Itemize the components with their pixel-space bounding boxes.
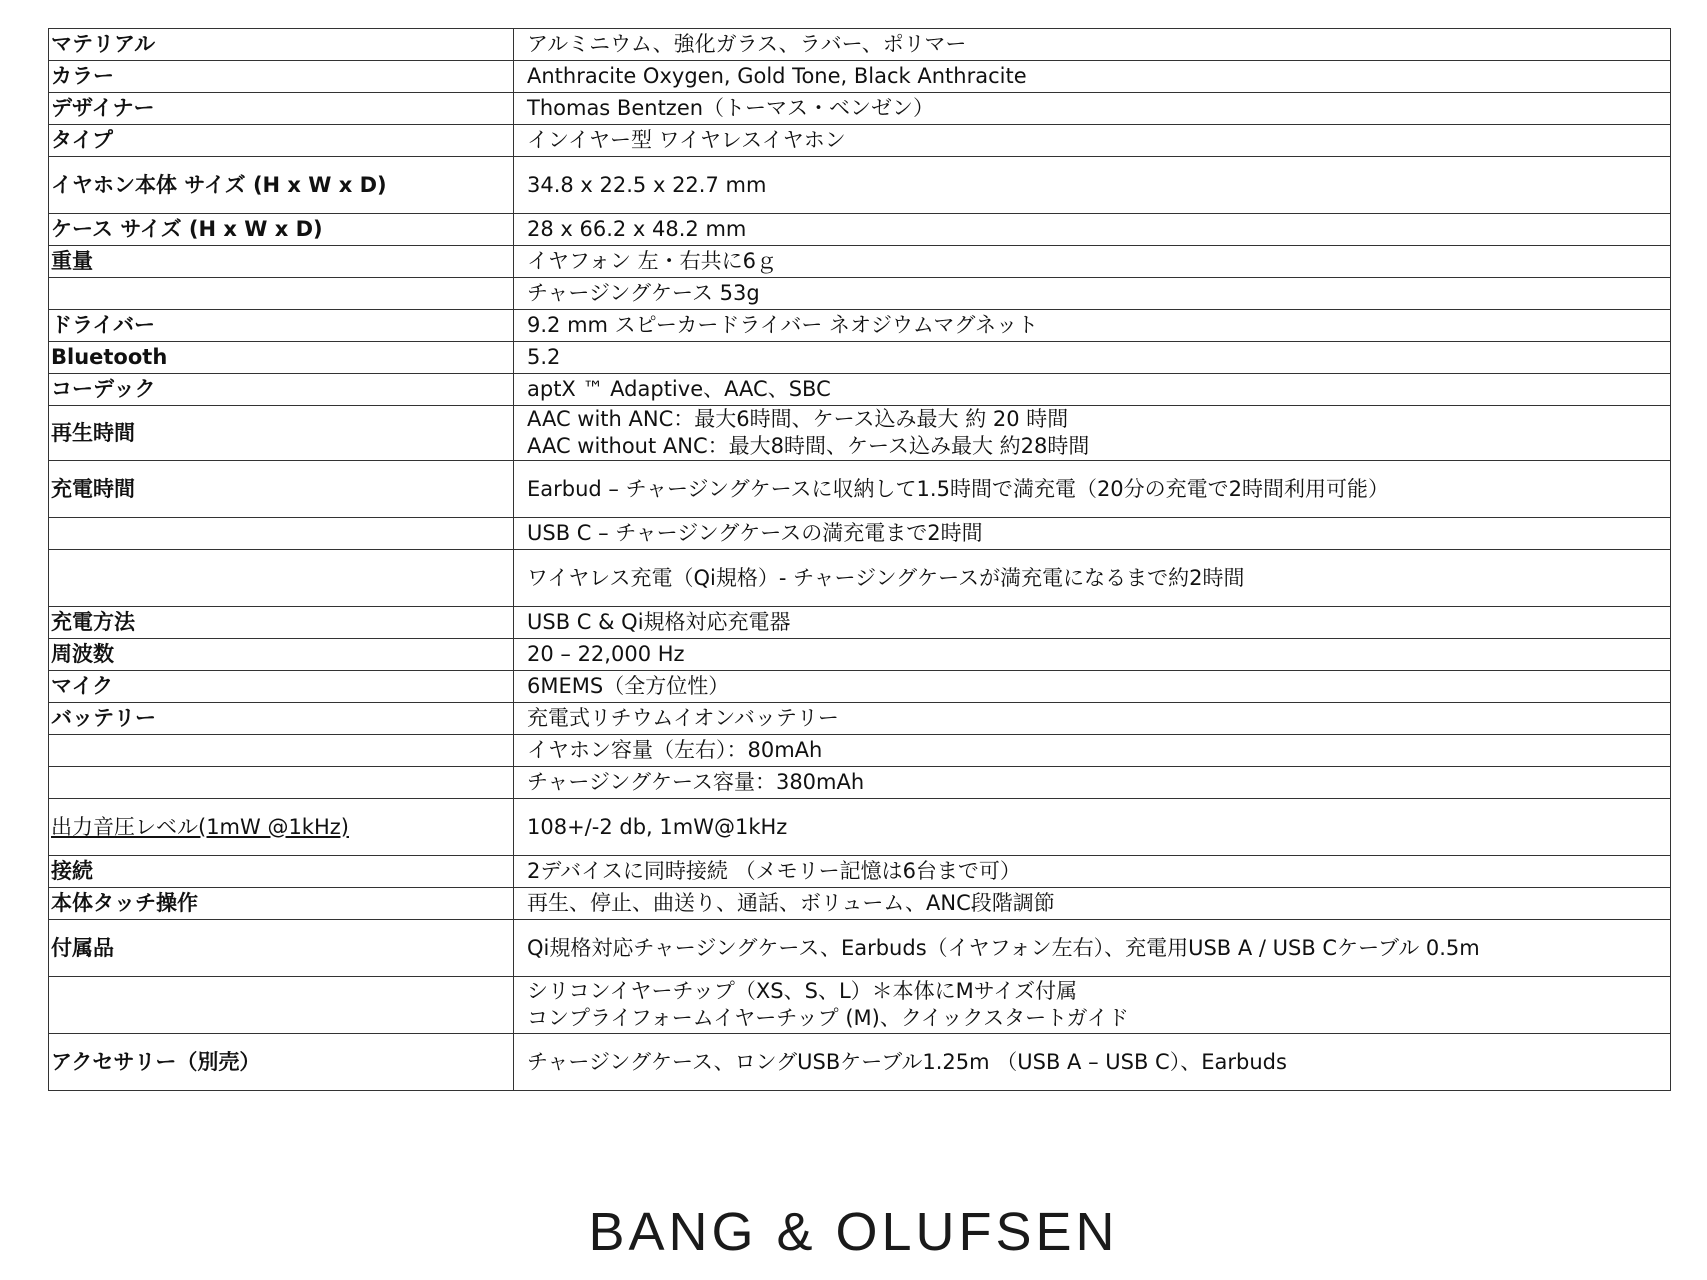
spec-value-line: 28 x 66.2 x 48.2 mm (527, 217, 747, 241)
spec-label: 再生時間 (49, 406, 514, 461)
spec-label: 充電方法 (49, 607, 514, 639)
spec-row (49, 342, 1671, 374)
spec-row (49, 93, 1671, 125)
spec-label: タイプ (49, 125, 514, 157)
spec-value (514, 374, 1671, 406)
spec-value (514, 157, 1671, 214)
spec-label: カラー (49, 61, 514, 93)
spec-value-line: 34.8 x 22.5 x 22.7 mm (527, 172, 767, 197)
spec-value-line: AAC with ANC：最大6時間、ケース込み最大 約 20 時間 (527, 407, 1069, 431)
spec-label (49, 278, 514, 310)
spec-value-line: 20 – 22,000 Hz (527, 642, 685, 666)
spec-value-line: Qi規格対応チャージングケース、Earbuds（イヤフォン左右）、充電用USB A / USB Cケーブル 0.5m (527, 935, 1480, 960)
spec-value-line: チャージングケース 53g (527, 281, 760, 305)
spec-row (49, 374, 1671, 406)
spec-value (514, 29, 1671, 61)
spec-value-line: 再生、停止、曲送り、通話、ボリューム、ANC段階調節 (527, 891, 1055, 915)
spec-label (49, 977, 514, 1034)
spec-value-line: ワイヤレス充電（Qi規格）- チャージングケースが満充電になるまで約2時間 (527, 565, 1245, 590)
spec-value-line: シリコンイヤーチップ（XS、S、L）＊本体にMサイズ付属 (527, 979, 1078, 1003)
spec-label: ケース サイズ (H x W x D) (49, 214, 514, 246)
spec-label: マイク (49, 671, 514, 703)
spec-value-line: アルミニウム、強化ガラス、ラバー、ポリマー (527, 32, 967, 56)
spec-value (514, 671, 1671, 703)
spec-label (49, 735, 514, 767)
spec-row (49, 856, 1671, 888)
spec-value (514, 607, 1671, 639)
spec-value (514, 639, 1671, 671)
spec-label: アクセサリー（別売） (49, 1034, 514, 1091)
spec-value (514, 518, 1671, 550)
spec-row (49, 703, 1671, 735)
spec-value (514, 799, 1671, 856)
spec-value-line: イヤフォン 左・右共に6ｇ (527, 249, 777, 273)
spec-label (49, 550, 514, 607)
spec-row (49, 310, 1671, 342)
spec-value-line: aptX ™ Adaptive、AAC、SBC (527, 377, 831, 401)
spec-label (49, 767, 514, 799)
spec-label: ドライバー (49, 310, 514, 342)
spec-row (49, 461, 1671, 518)
spec-value (514, 93, 1671, 125)
spec-row (49, 157, 1671, 214)
spec-value-line: USB C & Qi規格対応充電器 (527, 610, 791, 634)
spec-row (49, 607, 1671, 639)
spec-label: 充電時間 (49, 461, 514, 518)
spec-value-line: 9.2 mm スピーカードライバー ネオジウムマグネット (527, 313, 1039, 337)
spec-value-line: 2デバイスに同時接続 （メモリー記憶は6台まで可） (527, 859, 1021, 883)
spec-row (49, 125, 1671, 157)
spec-value (514, 461, 1671, 518)
spec-value-line: AAC without ANC：最大8時間、ケース込み最大 約28時間 (527, 434, 1090, 458)
spec-label: バッテリー (49, 703, 514, 735)
spec-row (49, 550, 1671, 607)
spec-label: イヤホン本体 サイズ (H x W x D) (49, 157, 514, 214)
spec-label: Bluetooth (49, 342, 514, 374)
spec-row (49, 406, 1671, 461)
spec-row (49, 278, 1671, 310)
spec-row (49, 214, 1671, 246)
spec-value-line: 6MEMS（全方位性） (527, 674, 730, 698)
spec-row (49, 1034, 1671, 1091)
spec-value (514, 278, 1671, 310)
brand-logo: BANG & OLUFSEN (588, 1202, 1119, 1262)
spec-row (49, 767, 1671, 799)
spec-value (514, 888, 1671, 920)
spec-label: マテリアル (49, 29, 514, 61)
spec-value (514, 977, 1671, 1034)
spec-label: デザイナー (49, 93, 514, 125)
spec-value (514, 61, 1671, 93)
spec-value (514, 246, 1671, 278)
spec-value-line: イヤホン容量（左右）：80mAh (527, 738, 823, 762)
spec-value-line: チャージングケース容量：380mAh (527, 770, 865, 794)
spec-value-line: 5.2 (527, 345, 561, 369)
spec-value (514, 920, 1671, 977)
spec-row (49, 29, 1671, 61)
spec-value-line: Earbud – チャージングケースに収納して1.5時間で満充電（20分の充電で2時間利用可能） (527, 476, 1390, 501)
spec-value (514, 342, 1671, 374)
spec-value-line: Thomas Bentzen（トーマス・ベンゼン） (527, 96, 935, 120)
spec-row (49, 920, 1671, 977)
spec-label (49, 518, 514, 550)
spec-row (49, 799, 1671, 856)
spec-value-line: コンプライフォームイヤーチップ (M)、クイックスタートガイド (527, 1006, 1129, 1030)
spec-value (514, 767, 1671, 799)
spec-value (514, 125, 1671, 157)
spec-row (49, 977, 1671, 1034)
spec-value-line: 108+/-2 db, 1mW@1kHz (527, 814, 788, 839)
spec-value (514, 735, 1671, 767)
spec-value (514, 703, 1671, 735)
spec-row (49, 518, 1671, 550)
spec-label: 付属品 (49, 920, 514, 977)
spec-value-line: チャージングケース、ロングUSBケーブル1.25m （USB A – USB C）、Earbuds (527, 1049, 1287, 1074)
spec-row (49, 888, 1671, 920)
spec-row (49, 246, 1671, 278)
spec-label[interactable]: 出力音圧レベル(1mW @1kHz) (49, 799, 514, 856)
spec-label: コーデック (49, 374, 514, 406)
spec-label: 重量 (49, 246, 514, 278)
spec-label: 本体タッチ操作 (49, 888, 514, 920)
spec-value-line: USB C – チャージングケースの満充電まで2時間 (527, 521, 983, 545)
spec-value-line: Anthracite Oxygen, Gold Tone, Black Anthracite (527, 64, 1027, 88)
spec-row (49, 735, 1671, 767)
spec-value-line: 充電式リチウムイオンバッテリー (527, 706, 839, 730)
spec-value (514, 310, 1671, 342)
spec-table-body (49, 29, 1671, 1091)
spec-value (514, 214, 1671, 246)
spec-row (49, 61, 1671, 93)
spec-row (49, 639, 1671, 671)
spec-value (514, 406, 1671, 461)
spec-label: 接続 (49, 856, 514, 888)
spec-table (48, 28, 1671, 1091)
spec-value-line: インイヤー型 ワイヤレスイヤホン (527, 128, 846, 152)
spec-row (49, 671, 1671, 703)
spec-value (514, 550, 1671, 607)
spec-value (514, 856, 1671, 888)
spec-label: 周波数 (49, 639, 514, 671)
spec-value (514, 1034, 1671, 1091)
